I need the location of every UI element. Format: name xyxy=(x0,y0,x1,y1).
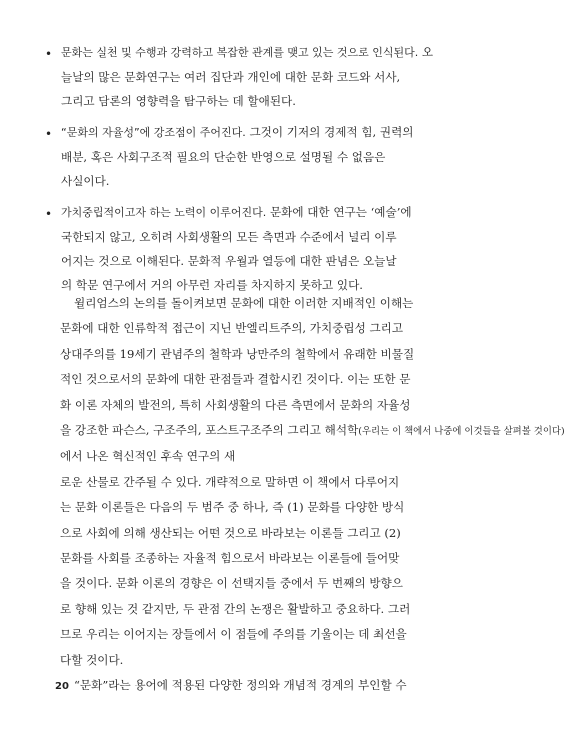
paragraph-line: 는 문화 이론들은 다음의 두 범주 중 하나, 즉 (1) 문화를 다양한 방식 xyxy=(60,500,405,515)
bullet-lead: 문화는 실천 및 수행과 강력하고 복잡한 관계를 맺고 있는 것으로 인식된다. xyxy=(61,46,419,59)
bullet-dot-icon: • xyxy=(45,127,53,141)
paragraph-line: 문화에 대한 인류학적 접근이 지닌 반엘리트주의, 가치중립성 그리고 xyxy=(60,321,404,336)
bullet-lead: “문화의 자율성”에 강조점이 주어진다. xyxy=(61,126,246,139)
bullet-item-2 xyxy=(43,120,463,193)
paragraph-line: 므로 우리는 이어지는 장들에서 이 점들에 주의를 기울이는 데 최선을 xyxy=(60,627,407,642)
paragraph-line: 화 이론 자체의 발전의, 특히 사회생활의 다른 측면에서 문화의 자율성 xyxy=(60,397,411,412)
paragraph-line: 을 강조한 파슨스, 구조주의, 포스트구조주의 그리고 해석학(우리는 이 책에서 나중에 이것들을 살펴볼 것이다) xyxy=(60,423,565,438)
bullet-line: 의 학문 연구에서 거의 아무런 자리를 차지하지 못하고 있다. xyxy=(61,278,363,292)
paragraph-line: 을 것이다. 문화 이론의 경향은 이 선택지들 중에서 두 번째의 방향으 xyxy=(60,576,403,591)
paragraph-line: “문화”라는 용어에 적용된 다양한 정의와 개념적 경계의 부인할 수 xyxy=(74,678,407,693)
bullet-list xyxy=(43,40,463,304)
bullet-line: 배분, 혹은 사회구조적 필요의 단순한 반영으로 설명될 수 없음은 xyxy=(61,150,386,164)
paragraph-line: 으로 사회에 의해 생산되는 어떤 것으로 바라보는 이론들 그리고 (2) xyxy=(60,525,401,540)
bullet-dot-icon: • xyxy=(45,47,53,61)
bullet-line: 늘날의 많은 문화연구는 여러 집단과 개인에 대한 문화 코드와 서사, xyxy=(61,70,401,84)
bullet-line: 문화는 실천 및 수행과 강력하고 복잡한 관계를 맺고 있는 것으로 인식된다. 오 xyxy=(61,45,434,59)
bullet-lead: 가치중립적이고자 하는 노력이 이루어진다. xyxy=(61,206,267,219)
bullet-line: 가치중립적이고자 하는 노력이 이루어진다. 문화에 대한 연구는 ‘예술’에 xyxy=(61,205,412,219)
bullet-line: 국한되지 않고, 오히려 사회생활의 모든 측면과 수준에서 널리 이루 xyxy=(61,230,397,244)
paragraph-line: 적인 것으로서의 문화에 대한 관점들과 결합시킨 것이다. 이는 또한 문 xyxy=(60,372,411,387)
paragraph-line: 상대주의를 19세기 관념주의 철학과 낭만주의 철학에서 유래한 비물질 xyxy=(60,346,415,361)
bullet-line: 어지는 것으로 이해된다. 문화적 우월과 열등에 대한 판념은 오늘날 xyxy=(61,254,397,268)
paragraph-line: 윌리엄스의 논의를 돌이켜보면 문화에 대한 이러한 지배적인 이해는 xyxy=(74,296,414,310)
paragraph-line: 에서 나온 혁신적인 후속 연구의 새 xyxy=(60,449,236,464)
paragraph-line: 로운 산물로 간주될 수 있다. 개략적으로 말하면 이 책에서 다루어지 xyxy=(60,474,400,489)
bullet-dot-icon: • xyxy=(45,207,53,221)
body-paragraph xyxy=(60,291,565,699)
paragraph-line: 다할 것이다. xyxy=(60,652,124,667)
paragraph-line: 로 향해 있는 것 같지만, 두 관점 간의 논쟁은 활발하고 중요하다. 그러 xyxy=(60,601,411,616)
parenthetical-note: (우리는 이 책에서 나중에 이것들을 살펴볼 것이다) xyxy=(358,426,565,438)
bullet-line: 그리고 담론의 영향력을 탐구하는 데 할애된다. xyxy=(61,94,296,108)
bullet-line: 사실이다. xyxy=(61,174,110,188)
bullet-item-1 xyxy=(43,40,463,113)
bullet-item-3 xyxy=(43,200,463,297)
paragraph-line: 문화를 사회를 조종하는 자율적 힘으로서 바라보는 이론들에 들어맞 xyxy=(60,551,400,566)
bullet-line: “문화의 자율성”에 강조점이 주어진다. 그것이 기저의 경제적 힘, 권력의 xyxy=(61,125,414,139)
page-number: 20 xyxy=(55,681,69,692)
